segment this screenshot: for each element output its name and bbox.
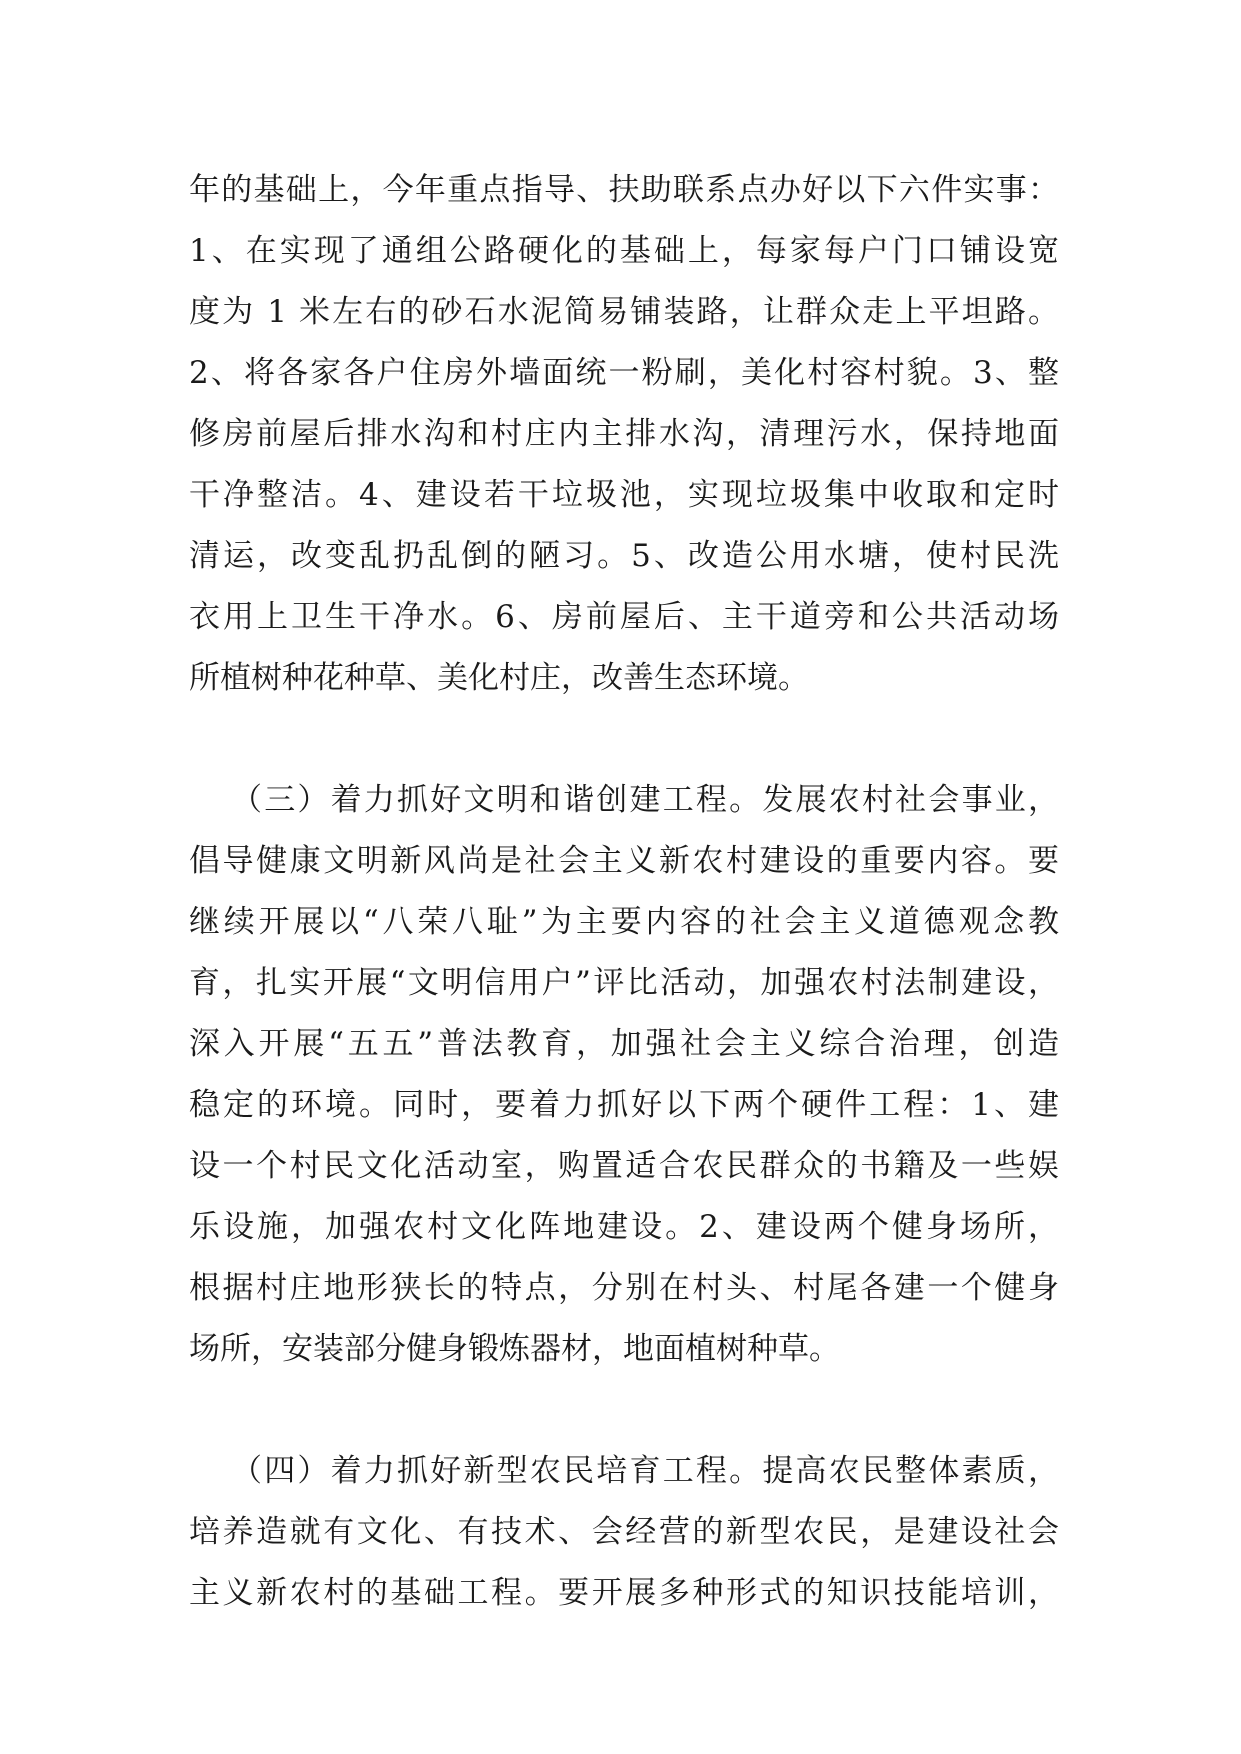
text-line: 设一个村民文化活动室，购置适合农民群众的书籍及一些娱 bbox=[189, 1148, 1059, 1184]
text-line: 清运，改变乱扔乱倒的陋习。5、改造公用水塘，使村民洗 bbox=[189, 538, 1059, 574]
text-line: 1、在实现了通组公路硬化的基础上，每家每户门口铺设宽 bbox=[189, 233, 1059, 269]
paragraph-new-farmer-project bbox=[189, 1441, 1059, 1624]
text-line: （四）着力抓好新型农民培育工程。提高农民整体素质， bbox=[231, 1453, 1059, 1489]
text-line: 场所，安装部分健身锻炼器材，地面植树种草。 bbox=[189, 1331, 840, 1367]
text-line: 育，扎实开展“文明信用户”评比活动，加强农村法制建设， bbox=[189, 965, 1059, 1001]
text-line: 干净整洁。4、建设若干垃圾池，实现垃圾集中收取和定时 bbox=[189, 477, 1059, 513]
text-line: 度为 1 米左右的砂石水泥简易铺装路，让群众走上平坦路。 bbox=[189, 294, 1059, 330]
document-body bbox=[189, 160, 1059, 1624]
text-line: 主义新农村的基础工程。要开展多种形式的知识技能培训， bbox=[189, 1575, 1059, 1611]
text-line: （三）着力抓好文明和谐创建工程。发展农村社会事业， bbox=[231, 782, 1059, 818]
text-line: 年的基础上，今年重点指导、扶助联系点办好以下六件实事： bbox=[189, 172, 1059, 208]
paragraph-six-tasks bbox=[189, 160, 1059, 709]
text-line: 倡导健康文明新风尚是社会主义新农村建设的重要内容。要 bbox=[189, 843, 1059, 879]
paragraph-civilization-project bbox=[189, 770, 1059, 1380]
text-line: 深入开展“五五”普法教育，加强社会主义综合治理，创造 bbox=[189, 1026, 1059, 1062]
text-line: 乐设施，加强农村文化阵地建设。2、建设两个健身场所， bbox=[189, 1209, 1059, 1245]
text-line: 修房前屋后排水沟和村庄内主排水沟，清理污水，保持地面 bbox=[189, 416, 1059, 452]
text-line: 稳定的环境。同时，要着力抓好以下两个硬件工程：1、建 bbox=[189, 1087, 1059, 1123]
text-line: 根据村庄地形狭长的特点，分别在村头、村尾各建一个健身 bbox=[189, 1270, 1059, 1306]
paragraph-gap bbox=[189, 709, 1059, 770]
paragraph-gap bbox=[189, 1380, 1059, 1441]
text-line: 衣用上卫生干净水。6、房前屋后、主干道旁和公共活动场 bbox=[189, 599, 1059, 635]
text-line: 培养造就有文化、有技术、会经营的新型农民，是建设社会 bbox=[189, 1514, 1059, 1550]
text-line: 继续开展以“八荣八耻”为主要内容的社会主义道德观念教 bbox=[189, 904, 1059, 940]
text-line: 2、将各家各户住房外墙面统一粉刷，美化村容村貌。3、整 bbox=[189, 355, 1059, 391]
text-line: 所植树种花种草、美化村庄，改善生态环境。 bbox=[189, 660, 809, 696]
